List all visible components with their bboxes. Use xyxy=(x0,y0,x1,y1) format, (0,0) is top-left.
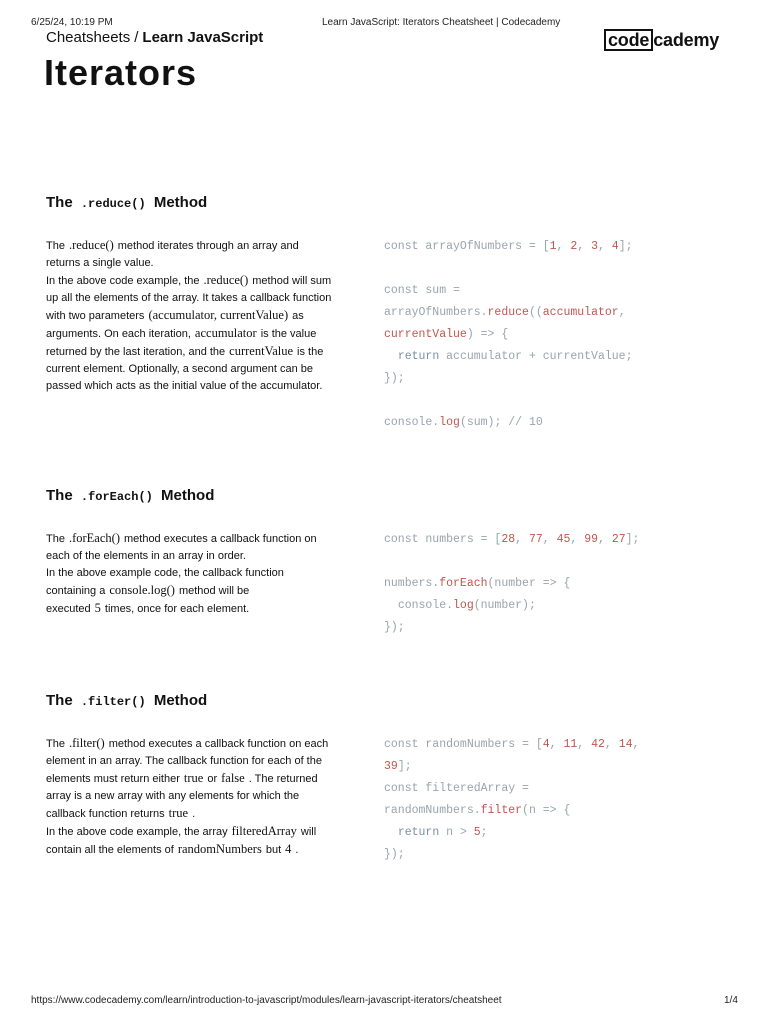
code-example-reduce: const arrayOfNumbers = [1, 2, 3, 4]; const sum = arrayOfNumbers.reduce((accumulator, currentValue) => { return accumulator + currentValue; }); console.log(sum); // 10 xyxy=(384,240,633,429)
desc-text: is the value returned by the last iteration, and the xyxy=(46,328,317,358)
inline-code: filteredArray xyxy=(231,824,297,838)
code-token: const sum = xyxy=(384,284,460,297)
code-token: 1 xyxy=(549,240,557,253)
code-token: const filteredArray = xyxy=(384,782,529,795)
heading-code: .reduce() xyxy=(80,197,146,211)
inline-code: true xyxy=(168,806,189,820)
code-token: log xyxy=(453,599,474,612)
code-token: filter xyxy=(480,804,523,817)
code-example-foreach: const numbers = [28, 77, 45, 99, 27]; numbers.forEach(number => { console.log(number); }); xyxy=(384,533,640,634)
desc-text: method will be executed xyxy=(46,585,250,615)
code-token: forEach xyxy=(439,577,488,590)
code-token: return xyxy=(397,826,440,839)
code-token: const arrayOfNumbers = [ xyxy=(384,240,550,253)
desc-paragraph xyxy=(46,237,336,272)
code-token: }); xyxy=(384,372,405,385)
section-description-foreach xyxy=(46,530,336,618)
print-title: Learn JavaScript: Iterators Cheatsheet | Codecademy xyxy=(322,17,561,28)
code-token: 14 xyxy=(618,738,633,751)
desc-text: The xyxy=(46,738,65,750)
heading-code: .forEach() xyxy=(80,490,153,504)
code-token: 11 xyxy=(563,738,578,751)
desc-paragraph xyxy=(46,565,336,618)
desc-text: The xyxy=(46,240,65,252)
code-token: 39 xyxy=(384,760,398,773)
code-token: n > xyxy=(439,826,474,839)
page-title: Iterators xyxy=(44,52,198,93)
code-token: (( xyxy=(528,306,543,319)
heading-suffix: Method xyxy=(161,487,215,504)
code-token: arrayOfNumbers. xyxy=(384,306,488,319)
heading-prefix: The xyxy=(46,194,73,211)
inline-code: accumulator xyxy=(194,326,257,340)
code-token: 5 xyxy=(473,826,481,839)
breadcrumb-cheatsheets-link[interactable]: Cheatsheets xyxy=(46,29,131,46)
code-token: ; xyxy=(480,826,488,839)
code-token: ]; xyxy=(397,760,412,773)
heading-suffix: Method xyxy=(153,194,208,211)
print-datetime: 6/25/24, 10:19 PM xyxy=(31,17,113,28)
logo-cademy: cademy xyxy=(653,30,720,50)
heading-prefix: The xyxy=(46,692,73,709)
print-page-number: 1/4 xyxy=(724,995,738,1006)
desc-text: . The returned array is a new array with any elements for which the callback function returns xyxy=(46,773,318,820)
code-token: reduce xyxy=(487,306,529,319)
desc-text: method executes a callback function on each element in an array. The callback function for each of the elements must return either xyxy=(46,738,329,785)
desc-text: but xyxy=(265,844,282,856)
code-token: 2 xyxy=(570,240,578,253)
inline-code: console.log() xyxy=(109,583,175,597)
desc-text: In the above code example, the array xyxy=(46,826,228,838)
code-token: }); xyxy=(384,848,405,861)
code-token: log xyxy=(439,416,460,429)
code-token: accumulator xyxy=(542,306,619,319)
heading-suffix: Method xyxy=(153,692,208,709)
breadcrumb-current[interactable]: Learn JavaScript xyxy=(142,29,264,46)
desc-paragraph xyxy=(46,530,336,565)
code-token: ) => { xyxy=(466,328,509,341)
code-token: ]; xyxy=(618,240,633,253)
code-token: 77 xyxy=(528,533,543,546)
logo-code-box: code xyxy=(604,29,653,51)
desc-text: or xyxy=(207,773,218,785)
code-token: console. xyxy=(384,416,440,429)
code-token: , xyxy=(618,306,626,319)
code-token: const randomNumbers = [ xyxy=(384,738,543,751)
section-description-filter xyxy=(46,735,336,859)
code-token: }); xyxy=(384,621,405,634)
codecademy-logo[interactable] xyxy=(604,29,719,51)
inline-code: true xyxy=(183,771,204,785)
code-token: 28 xyxy=(501,533,516,546)
code-token: 99 xyxy=(584,533,599,546)
desc-text: . xyxy=(295,844,299,856)
desc-paragraph xyxy=(46,735,336,823)
inline-code: currentValue xyxy=(229,344,294,358)
code-token: ]; xyxy=(625,533,640,546)
section-heading-filter xyxy=(46,692,207,709)
desc-paragraph xyxy=(46,272,336,395)
code-token: accumulator + currentValue; xyxy=(439,350,633,363)
desc-paragraph xyxy=(46,823,336,859)
desc-text: In the above code example, the xyxy=(46,275,200,287)
inline-code: 4 xyxy=(285,842,292,856)
code-example-filter: const randomNumbers = [4, 11, 42, 14, 39]; const filteredArray = randomNumbers.filter(n => { return n > 5; }); xyxy=(384,738,640,861)
code-token: (number => { xyxy=(487,577,571,590)
inline-code: false xyxy=(221,771,245,785)
section-description-reduce xyxy=(46,237,336,395)
desc-text: method iterates through an array and returns a single value. xyxy=(46,240,299,269)
code-token: (n => { xyxy=(522,804,571,817)
code-token: randomNumbers. xyxy=(384,804,481,817)
breadcrumb xyxy=(46,29,263,46)
code-token: return xyxy=(397,350,440,363)
heading-code: .filter() xyxy=(80,695,146,709)
desc-text: as arguments. On each iteration, xyxy=(46,310,304,340)
inline-code: randomNumbers xyxy=(177,842,262,856)
section-heading-reduce xyxy=(46,194,207,211)
code-token: 45 xyxy=(556,533,571,546)
inline-code: (accumulator, currentValue) xyxy=(148,308,289,322)
desc-text: is the current element. Optionally, a second argument can be passed which acts as the initial value of the accumulator. xyxy=(46,346,324,392)
code-token: 3 xyxy=(591,240,598,253)
code-token: 27 xyxy=(611,533,626,546)
code-token: (number); xyxy=(473,599,536,612)
desc-text: method will sum up all the elements of the array. It takes a callback function with two parameters xyxy=(46,275,332,322)
code-token: 4 xyxy=(542,738,550,751)
inline-code: .forEach() xyxy=(68,531,120,545)
code-token: (sum); // 10 xyxy=(459,416,543,429)
inline-code: .reduce() xyxy=(68,238,114,252)
code-token: numbers. xyxy=(384,577,440,590)
code-token: 42 xyxy=(591,738,605,751)
desc-text: The xyxy=(46,533,65,545)
inline-code: .reduce() xyxy=(203,273,249,287)
inline-code: 5 xyxy=(94,601,101,615)
code-token: console. xyxy=(397,599,454,612)
desc-text: method executes a callback function on each of the elements in an array in order. xyxy=(46,533,317,562)
code-token: currentValue xyxy=(384,328,467,341)
desc-text: will contain all the elements of xyxy=(46,826,317,856)
heading-prefix: The xyxy=(46,487,73,504)
print-url: https://www.codecademy.com/learn/introduction-to-javascript/modules/learn-javascript-iterators/cheatsheet xyxy=(31,995,502,1006)
section-heading-foreach xyxy=(46,487,214,504)
inline-code: .filter() xyxy=(68,736,105,750)
desc-text: times, once for each element. xyxy=(104,603,250,615)
desc-text: . xyxy=(192,808,196,820)
code-token: 4 xyxy=(611,240,619,253)
breadcrumb-separator: / xyxy=(134,29,139,46)
code-token: const numbers = [ xyxy=(384,533,502,546)
desc-text: In the above example code, the callback function containing a xyxy=(46,567,284,597)
